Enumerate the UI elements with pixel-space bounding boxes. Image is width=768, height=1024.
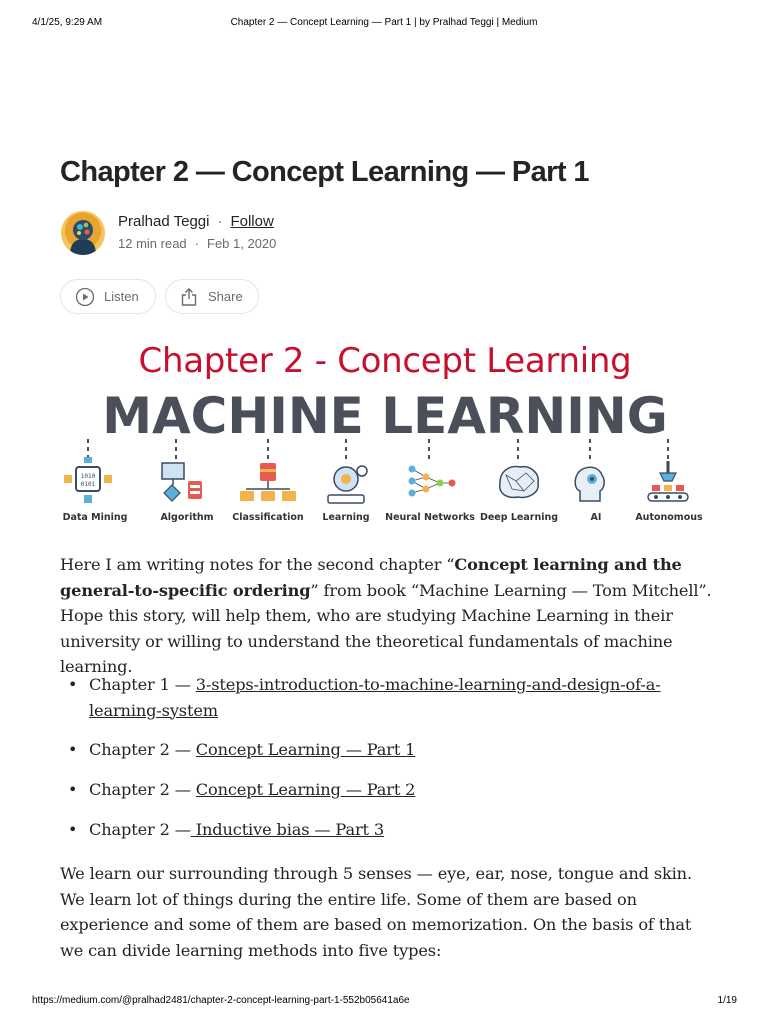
hero-label-data-mining: Data Mining [62, 512, 128, 523]
hero-label-classification: Classification [232, 512, 304, 523]
play-icon [75, 287, 95, 307]
hero-label-algorithm: Algorithm [160, 512, 214, 523]
author-row [118, 211, 274, 231]
chapter-link[interactable]: 3-steps-introduction-to-machine-learning-and-design-of-a-learning-system [89, 675, 661, 720]
hero-label-learning: Learning [322, 512, 370, 523]
avatar-head-icon [61, 211, 105, 255]
hero-banner: MACHINE LEARNING [102, 387, 668, 445]
author-name[interactable]: Pralhad Teggi [118, 212, 210, 230]
chapter-link[interactable]: Concept Learning — Part 2 [195, 780, 416, 799]
autonomous-icon [648, 461, 688, 501]
svg-text:1010: 1010 [80, 473, 96, 480]
senses-paragraph: We learn our surrounding through 5 senses — eye, ear, nose, tongue and skin. We learn lot of things during the entire life. Some of them are based on experience and some of them are based on memorization. On the basis of that we can divide learning methods into five types: [60, 864, 692, 960]
print-url: https://medium.com/@pralhad2481/chapter-2-concept-learning-part-1-552b05641a6e [32, 995, 410, 1006]
print-page-title: Chapter 2 — Concept Learning — Part 1 | by Pralhad Teggi | Medium [230, 17, 538, 28]
list-item-prefix: Chapter 2 — [89, 780, 196, 799]
hero-heading: Chapter 2 - Concept Learning [138, 341, 632, 381]
separator-dot: · [194, 235, 199, 251]
listen-label: Listen [104, 289, 139, 304]
hero-label-ai: AI [590, 512, 602, 523]
deep-learning-icon [500, 467, 539, 498]
follow-link[interactable]: Follow [230, 212, 274, 230]
share-label: Share [208, 289, 243, 304]
print-datetime: 4/1/25, 9:29 AM [32, 17, 103, 28]
publish-date: Feb 1, 2020 [207, 235, 277, 251]
article-meta [118, 235, 276, 251]
list-item [68, 777, 718, 803]
chapter-link[interactable]: Inductive bias — Part 3 [190, 820, 385, 839]
list-item-prefix: Chapter 2 — [89, 820, 191, 839]
learning-icon [328, 466, 367, 503]
list-item [68, 817, 718, 843]
share-icon [179, 287, 199, 307]
print-footer [0, 995, 768, 1009]
listen-button[interactable] [60, 279, 156, 314]
list-item [68, 672, 718, 723]
list-item [68, 737, 718, 763]
separator-dot: · [217, 212, 223, 230]
list-item-prefix: Chapter 1 — [89, 675, 196, 694]
read-time: 12 min read [118, 235, 187, 251]
intro-bold-title: Concept learning and the general-to-specific ordering [60, 555, 682, 600]
print-header [0, 17, 768, 31]
ai-icon [575, 467, 604, 501]
intro-text-end: ” from book “Machine Learning — Tom Mitchell”. Hope this story, will help them, who are studying Machine Learning in their university or willing to understand the theoretical fundamentals of machine learning. [60, 580, 712, 676]
hero-icons [60, 435, 710, 515]
hero-label-deep-learning: Deep Learning [479, 512, 559, 523]
intro-text-start: Here I am writing notes for the second chapter “ [60, 555, 455, 574]
list-item-prefix: Chapter 2 — [89, 740, 196, 759]
algorithm-icon [162, 463, 202, 501]
data-mining-icon [64, 457, 112, 503]
print-page-number: 1/19 [717, 995, 737, 1006]
classification-icon [240, 463, 296, 501]
hero-label-autonomous: Autonomous [635, 512, 703, 523]
neural-networks-icon [409, 466, 456, 497]
intro-paragraph [60, 552, 712, 680]
share-button[interactable] [165, 279, 259, 314]
author-avatar[interactable] [61, 211, 105, 255]
hero-image [60, 335, 710, 535]
article-title: Chapter 2 — Concept Learning — Part 1 [60, 156, 589, 188]
chapter-link[interactable]: Concept Learning — Part 1 [195, 740, 416, 759]
svg-text:0101: 0101 [80, 481, 96, 488]
hero-label-neural-networks: Neural Networks [385, 512, 475, 523]
